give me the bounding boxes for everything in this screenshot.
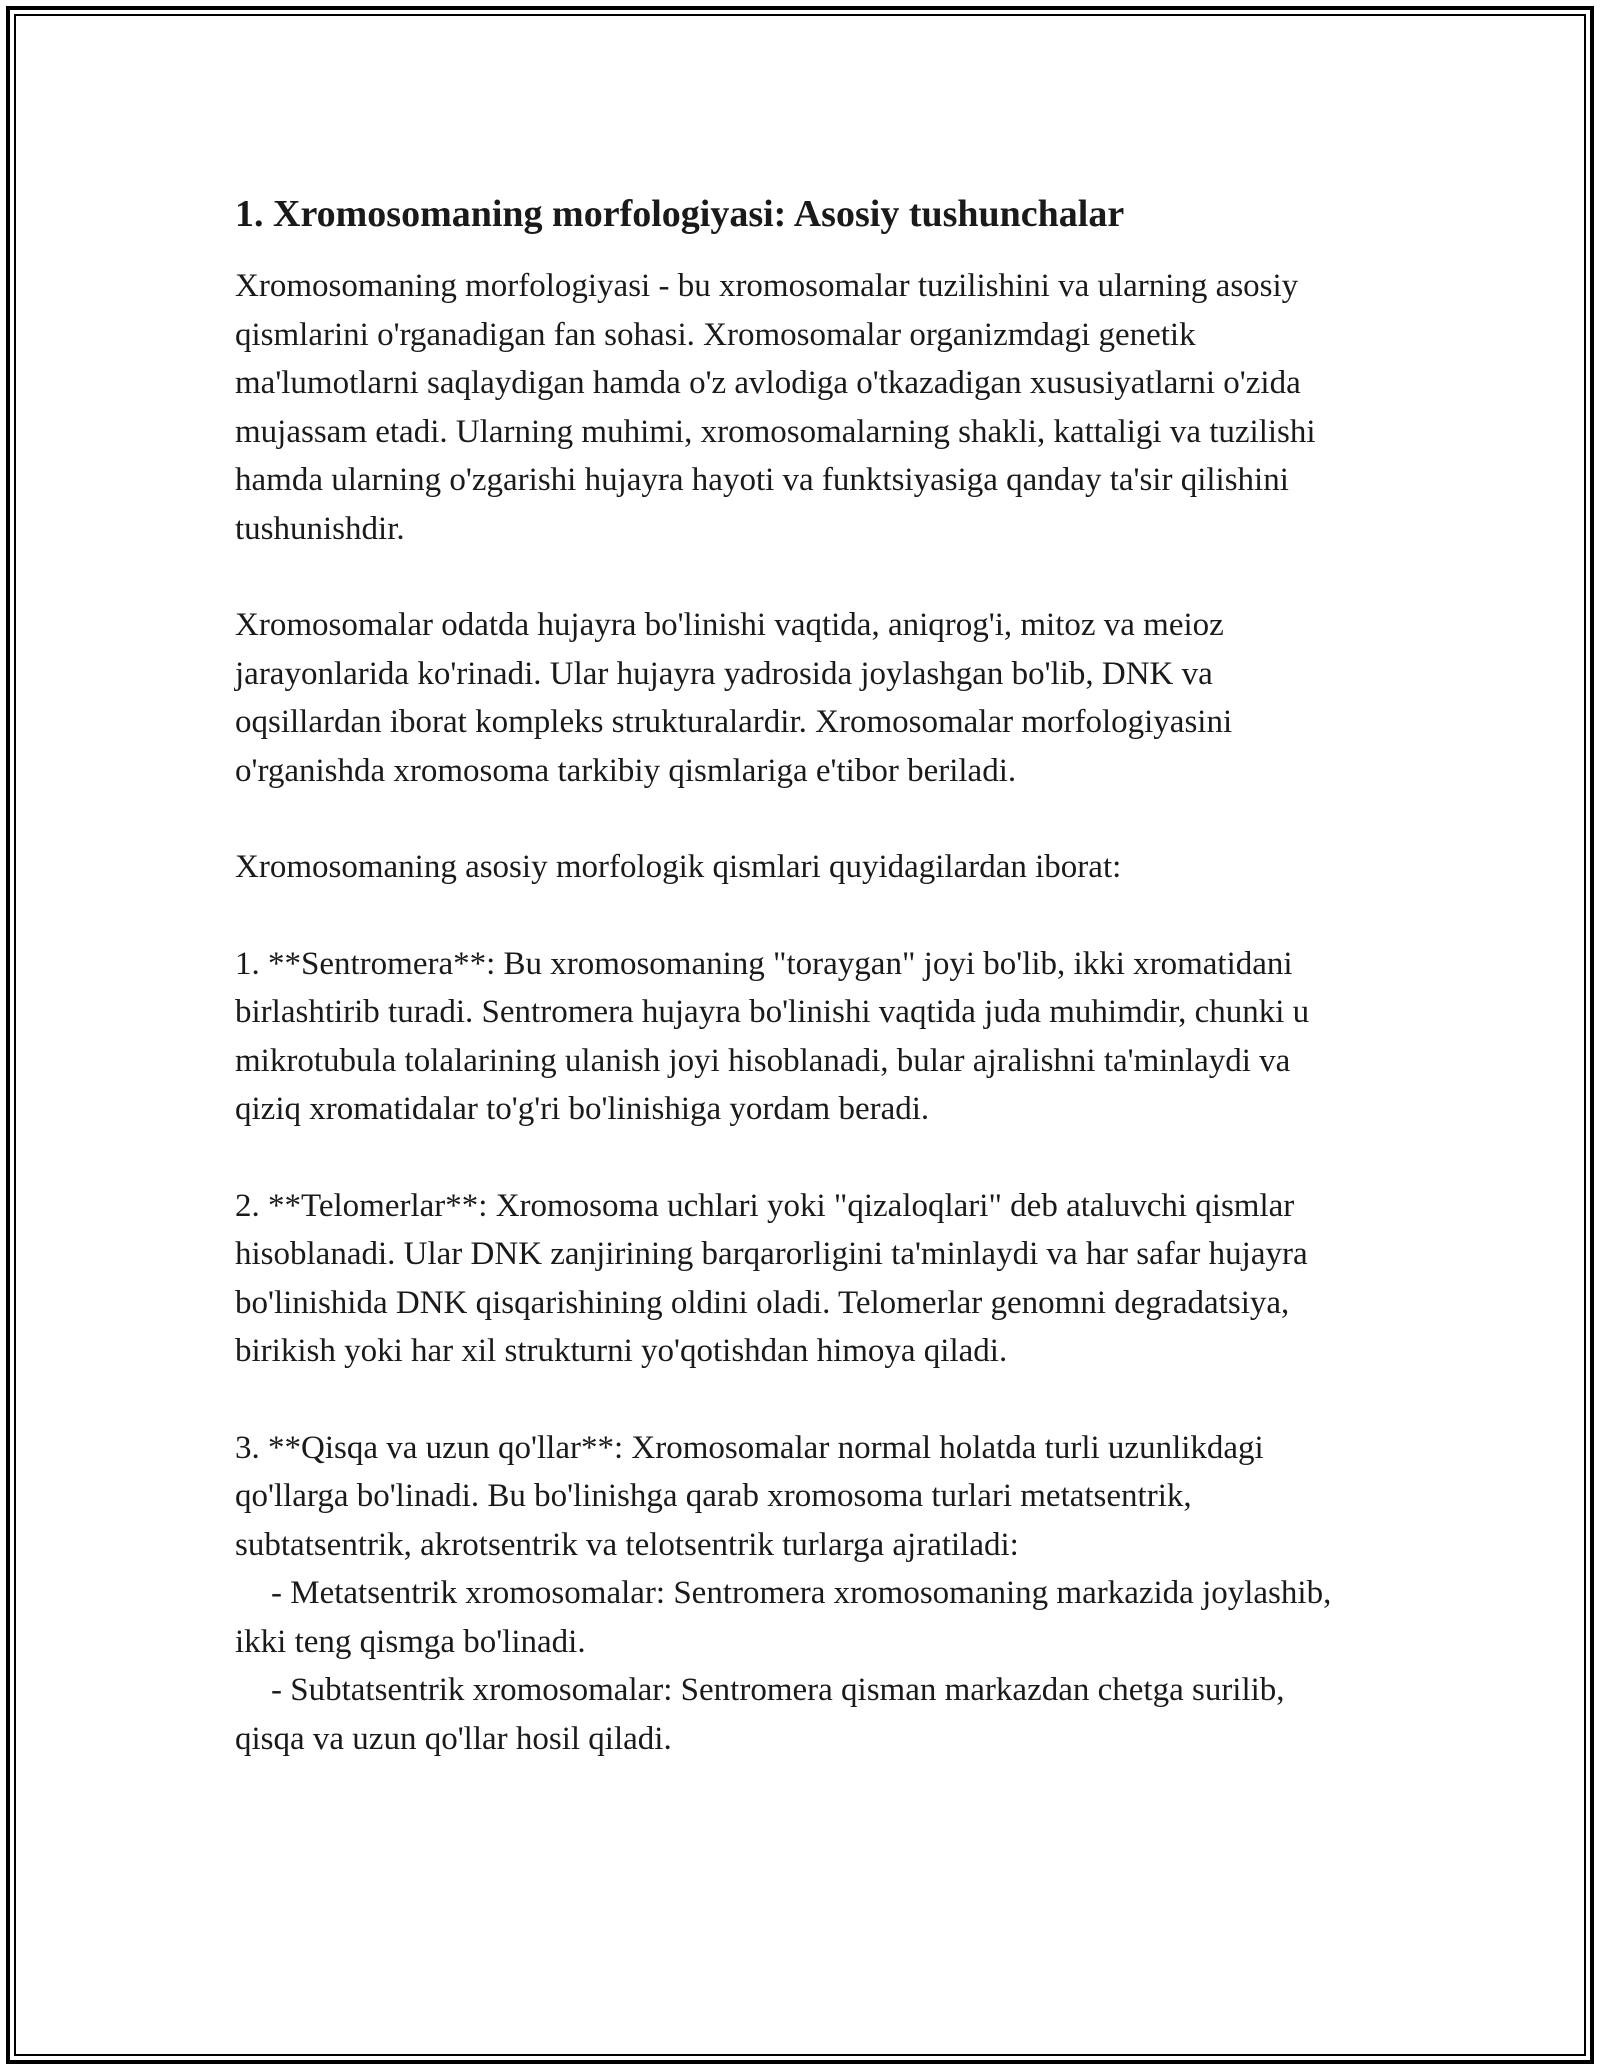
sub-item-submetacentric: [235, 1666, 1355, 1763]
paragraph-parts-lead: Xromosomaning asosiy morfologik qismlari quyidagilardan iborat:: [235, 849, 1122, 885]
sub-item-metacentric-text: - Metatsentrik xromosomalar: Sentromera xromosomaning markazida joylashib, ikki teng qismga bo'linadi.: [235, 1575, 1340, 1660]
sub-item-metacentric: [235, 1569, 1355, 1666]
sub-item-submetacentric-text: - Subtatsentrik xromosomalar: Sentromera qisman markazdan chetga surilib, qisqa va uzun qo'llar hosil qiladi.: [235, 1672, 1293, 1757]
document-body: [235, 188, 1355, 1763]
paragraph-visibility: Xromosomalar odatda hujayra bo'linishi vaqtida, aniqrog'i, mitoz va meioz jarayonlarida ko'rinadi. Ular hujayra yadrosida joylashgan bo'lib, DNK va oqsillardan iborat kompleks strukturalardir. Xromosomalar morfologiyasini o'rganishda xromosoma tarkibiy qismlariga e'tibor beriladi.: [235, 607, 1241, 789]
list-item-arms: [235, 1424, 1355, 1764]
document-heading: 1. Xromosomaning morfologiyasi: Asosiy tushunchalar: [235, 193, 1125, 235]
list-item-telomeres: 2. **Telomerlar**: Xromosoma uchlari yoki "qizaloqlari" deb ataluvchi qismlar hisoblanadi. Ular DNK zanjirining barqarorligini ta'minlaydi va har safar hujayra bo'linishida DNK qisqarishining oldini oladi. Telomerlar genomni degradatsiya, birikish yoki har xil strukturni yo'qotishdan himoya qiladi.: [235, 1187, 1316, 1369]
list-item-centromere: 1. **Sentromera**: Bu xromosomaning "toraygan" joyi bo'lib, ikki xromatidani birlashtirib turadi. Sentromera hujayra bo'linishi vaqtida juda muhimdir, chunki u mikrotubula tolalarining ulanish joyi hisoblanadi, bular ajralishni ta'minlaydi va qiziq xromatidalar to'g'ri bo'linishiga yordam beradi.: [235, 945, 1318, 1127]
list-item-arms-intro: 3. **Qisqa va uzun qo'llar**: Xromosomalar normal holatda turli uzunlikdagi qo'llarga bo'linadi. Bu bo'linishga qarab xromosoma turlari metatsentrik, subtatsentrik, akrotsentrik va telotsentrik turlarga ajratiladi:: [235, 1429, 1272, 1563]
paragraph-intro: Xromosomaning morfologiyasi - bu xromosomalar tuzilishini va ularning asosiy qismlarini o'rganadigan fan sohasi. Xromosomalar organizmdagi genetik ma'lumotlarni saqlaydigan hamda o'z avlodiga o'tkazadigan xususiyatlarni o'zida mujassam etadi. Ularning muhimi, xromosomalarning shakli, kattaligi va tuzilishi hamda ularning o'zgarishi hujayra hayoti va funktsiyasiga qanday ta'sir qilishini tushunishdir.: [235, 268, 1324, 547]
